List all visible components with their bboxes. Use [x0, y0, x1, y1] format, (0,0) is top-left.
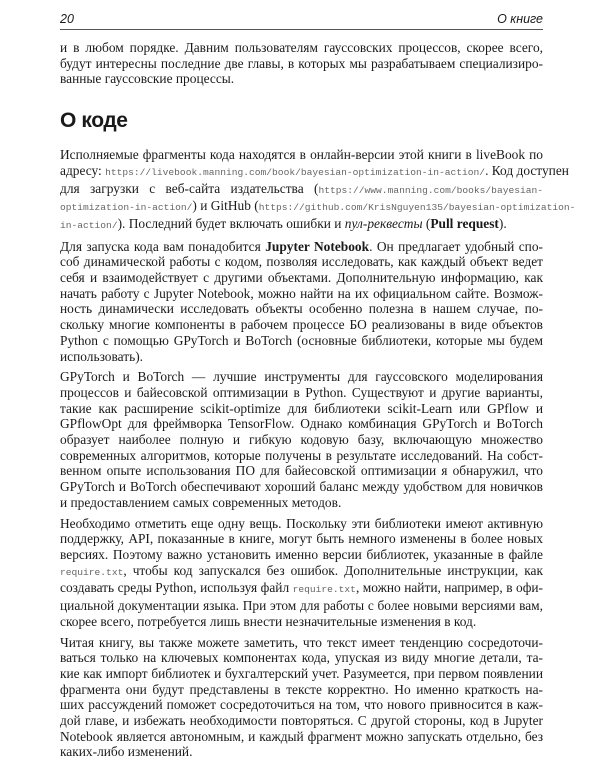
text-line	[60, 56, 543, 72]
text-line	[60, 317, 543, 333]
text-segment: GPflowOpt для фреймворка TensorFlow. Однако комбинация GPyTorch и BoTorch	[60, 416, 543, 432]
text-line	[60, 580, 543, 598]
text-segment: и в любом порядке. Давним пользователям гауссовских процессов, скорее всего,	[60, 40, 543, 55]
text-segment: , чтобы код запускался без ошибок. Дополнительные инструкции, как	[123, 562, 543, 578]
text-segment: Необходимо отметить еще одну вещь. Поскольку эти библиотеки имеют активную	[60, 515, 543, 531]
text-line	[60, 666, 543, 682]
text-segment: современных алгоритмов, которые получены в результате исследований. На собст-	[60, 447, 543, 463]
text-segment: каких-либо изменений.	[60, 744, 193, 760]
text-segment: ность динамически исследовать объекты особенно полезна в нашем случае, по-	[60, 301, 543, 317]
code-url: https://github.com/KrisNguyen135/bayesian-optimization-	[258, 202, 576, 214]
page-number: 20	[60, 12, 74, 26]
text-line	[60, 71, 543, 87]
text-segment: (	[422, 215, 431, 231]
text-line	[60, 614, 543, 630]
section-heading: О коде	[60, 109, 128, 133]
text-segment: кие как импорт библиотек и бухгалтерский учет. Разумеется, при первом появлении	[60, 665, 543, 681]
paragraph-jupyter	[60, 239, 543, 365]
text-segment: циальной документации языка. При этом для работы с более новыми версиями вам,	[60, 598, 543, 614]
text-line	[60, 401, 543, 417]
text-segment: адресу:	[60, 162, 106, 178]
paragraph-code-location	[60, 147, 576, 234]
page-body	[60, 40, 576, 765]
text-segment: для загрузки с веб-сайта издательства (	[60, 180, 319, 196]
text-segment: ших рассуждений поможет сосредоточиться на том, что нового привносится в каж-	[60, 697, 543, 713]
text-line	[60, 682, 543, 698]
text-line	[60, 301, 543, 317]
text-line	[60, 369, 543, 385]
text-segment: дой главе, и избежать необходимости повторяться. С другой стороны, код в Jupyter	[60, 713, 543, 729]
text-segment: ванные гауссовские процессы.	[60, 71, 235, 87]
code-url: https://www.manning.com/books/bayesian-	[318, 184, 543, 196]
text-line	[60, 181, 543, 199]
text-line	[60, 162, 569, 181]
text-segment: . Он предлагает удобный спо-	[369, 238, 543, 254]
text-line	[60, 333, 543, 349]
paragraph-intro-continuation	[60, 40, 543, 87]
paragraph-versions	[60, 516, 543, 630]
page-header	[60, 12, 543, 30]
text-line	[60, 216, 543, 234]
text-line	[60, 416, 543, 432]
text-segment: версиях. Поэтому важно установить именно версии библиотек, указанные в файле	[60, 546, 543, 562]
text-segment: Python с помощью GPyTorch и BoTorch (основные библиотеки, которые мы будем	[60, 332, 543, 348]
text-segment: Читая книгу, вы также можете заметить, что текст имеет тенденцию сосредоточи-	[60, 634, 543, 650]
code-url: in-action/	[60, 219, 118, 231]
text-segment: соб динамической работы с кодом, позволяя исследовать, как каждый объект ведет	[60, 254, 543, 270]
text-segment: создавать среды Python, используя файл	[60, 580, 293, 596]
italic-term: пул-реквесты	[344, 215, 423, 231]
bold-term: Pull request	[430, 215, 499, 231]
text-line	[60, 697, 543, 713]
text-segment: использовать).	[60, 348, 143, 364]
text-segment: поддержку, API, показанные в книге, могут быть немного изменены в более новых	[60, 531, 543, 547]
text-line	[60, 40, 543, 56]
text-line	[60, 463, 543, 479]
text-segment: венном опыте использования ПО для байесовской оптимизации я обнаружил, что	[60, 463, 543, 479]
text-line	[60, 385, 543, 401]
text-segment: будут интересны последние две главы, в которых мы разрабатываем специализиро-	[60, 55, 543, 71]
code-url: https://livebook.manning.com/book/bayesian-optimization-in-action/	[105, 166, 486, 178]
text-line	[60, 729, 543, 745]
text-segment: скольку многие компоненты в рабочем процессе БО реализованы в виде объектов	[60, 317, 543, 333]
text-segment: скорее всего, потребуется лишь внести незначительные изменения в код.	[60, 613, 477, 629]
text-line	[60, 713, 543, 729]
paragraph-libraries	[60, 369, 543, 510]
running-title: О книге	[497, 12, 543, 26]
code-url: require.txt	[292, 584, 356, 596]
text-line	[60, 516, 543, 532]
text-segment: начать работу с Jupyter Notebook, можно найти на их официальном сайте. Возмож-	[60, 285, 543, 301]
text-line	[60, 650, 543, 666]
text-line	[60, 198, 576, 216]
text-segment: ) и GitHub (	[192, 198, 259, 214]
text-segment: и предоставлением самых современных методов.	[60, 494, 342, 510]
text-segment: ). Последний будет включать ошибки и	[117, 215, 345, 231]
text-line	[60, 254, 543, 270]
text-segment: Исполняемые фрагменты кода находятся в онлайн-версии этой книги в liveBook по	[60, 147, 543, 163]
text-segment: Для запуска кода вам понадобится	[60, 238, 266, 254]
text-line	[60, 448, 543, 464]
text-segment: Notebook является автономным, и каждый фрагмент можно запускать отдельно, без	[60, 728, 543, 744]
text-line	[60, 563, 543, 581]
text-line	[60, 286, 543, 302]
text-segment: процессов и байесовской оптимизации в Python. Существуют и другие варианты,	[60, 384, 543, 400]
text-segment: . Код доступен	[485, 162, 569, 178]
text-segment: , можно найти, например, в офи-	[355, 580, 543, 596]
text-line	[60, 349, 543, 365]
text-line	[60, 432, 543, 448]
text-segment: ваться только на ключевых компонентах кода, упуская из виду многие детали, та-	[60, 650, 543, 666]
text-segment: фрагмента они будут представлены в тексте корректно. Но именно краткость на-	[60, 681, 543, 697]
text-segment: такие как расширение scikit-optimize для библиотеки scikit-Learn или GPflow и	[60, 400, 543, 416]
text-line	[60, 495, 543, 511]
text-line	[60, 147, 543, 163]
text-segment: образует наиболее полную и гибкую кодовую базу, включающую множество	[60, 432, 543, 448]
text-segment: GPyTorch и BoTorch обеспечивают хороший баланс между удобством для новичков	[60, 479, 543, 495]
text-segment: ).	[498, 215, 507, 231]
code-url: require.txt	[60, 566, 124, 578]
text-line	[60, 635, 543, 651]
text-line	[60, 239, 543, 255]
text-segment: GPyTorch и BoTorch — лучшие инструменты для гауссовского моделирования	[60, 369, 543, 385]
text-line	[60, 270, 543, 286]
text-line	[60, 479, 543, 495]
bold-term: Jupyter Notebook	[265, 238, 370, 254]
text-line	[60, 744, 543, 760]
code-url: optimization-in-action/	[60, 202, 193, 214]
text-line	[60, 598, 543, 614]
text-line	[60, 531, 543, 547]
paragraph-code-brevity	[60, 635, 543, 761]
text-segment: себя и взаимодействует с другими объектами. Дополнительную информацию, как	[60, 270, 543, 286]
text-line	[60, 547, 543, 563]
